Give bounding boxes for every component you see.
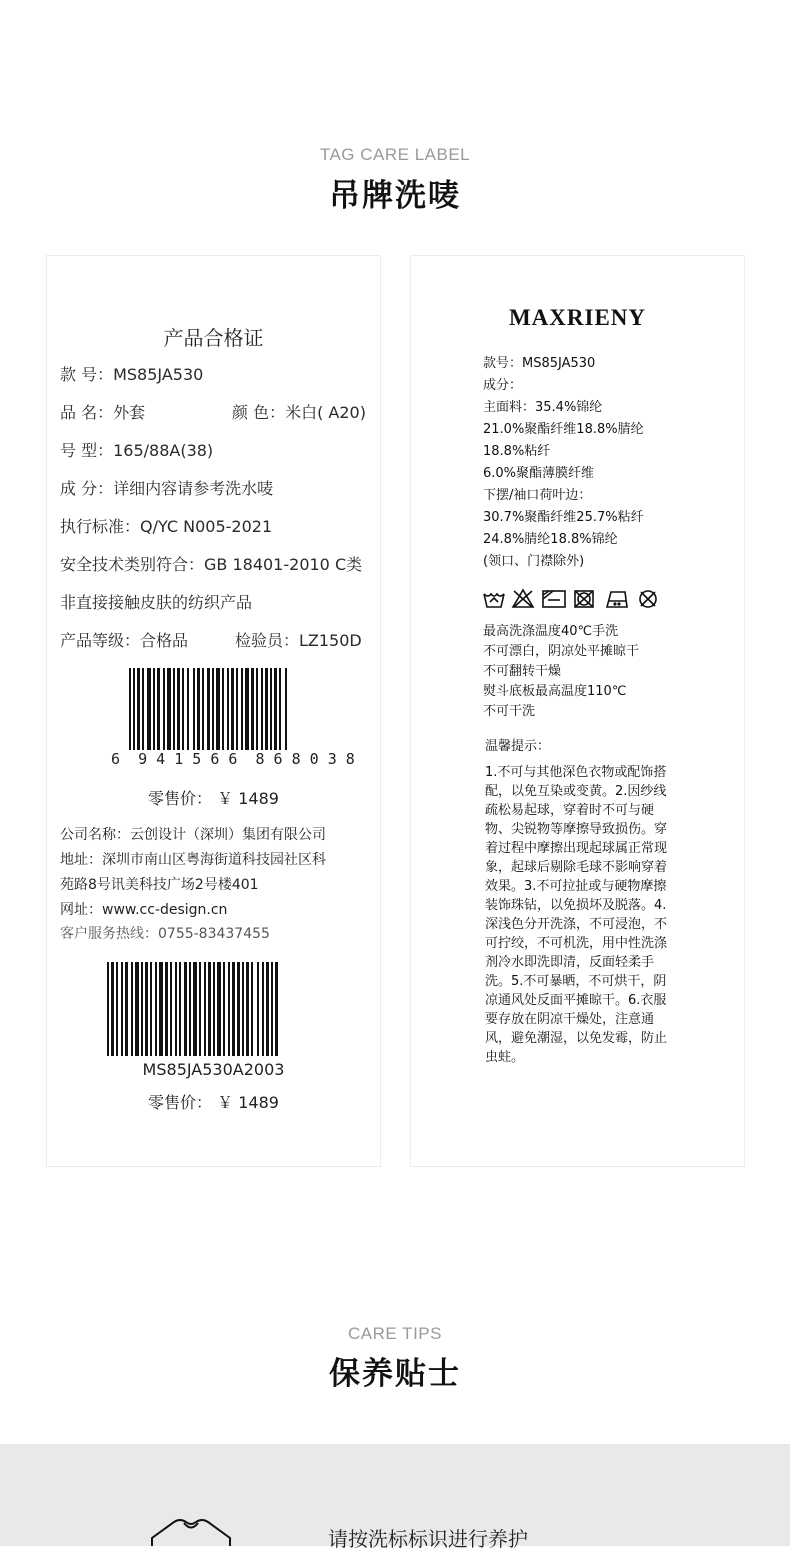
barcode-bar [223,962,225,1056]
certificate-title: 产品合格证 [163,326,264,350]
retail-price: 零售价： ￥ 1489 [148,789,279,808]
barcode-bar [271,962,273,1056]
inspector: 检验员：LZ150D [235,631,362,650]
care-line: 款号：MS85JA530 [483,356,596,371]
barcode-bar [189,962,191,1056]
barcode-ean [129,668,329,756]
care-label-card [410,255,745,1167]
product-name: 品 名：外套 [60,403,146,422]
barcode-bar [217,962,221,1056]
barcode-bar [265,668,268,750]
barcode-bar [261,668,263,750]
care-line: 成分： [483,378,523,393]
barcode-bar [197,668,200,750]
barcode-bar [137,668,140,750]
barcode-bar [199,962,201,1056]
care-instruction: 不可翻转干燥 [483,664,562,679]
no-bleach-icon [513,590,533,607]
address-line-2: 苑路8号讯美科技广场2号楼401 [60,877,259,893]
barcode-bar [129,668,131,750]
barcode-bar [193,962,197,1056]
barcode-bar [241,668,243,750]
composition: 成 分：详细内容请参考洗水唛 [60,479,274,498]
section-title: 吊牌洗唛 [329,178,461,214]
certificate-card [46,255,381,1167]
product-size: 号 型：165/88A(38) [60,441,214,460]
section-title-2: 保养贴士 [329,1356,461,1392]
section-subtitle-en-2: CARE TIPS [348,1324,442,1343]
tips-title: 温馨提示： [485,739,551,754]
barcode-bar [141,962,143,1056]
barcode-bar [147,668,151,750]
barcode-bar [222,668,224,750]
no-dry-clean-icon [640,591,656,607]
iron-medium-icon [607,592,627,607]
barcode-bar [142,668,144,750]
barcode-bar [179,962,181,1056]
barcode-bar [231,668,234,750]
care-line: 30.7%聚酯纤维25.7%粘纤 [483,510,644,525]
style-number: 款 号：MS85JA530 [60,365,204,384]
no-tumble-dry-icon [575,591,593,607]
barcode-code128 [107,962,313,1060]
barcode-bar [170,962,172,1056]
hand-wash-icon [484,594,504,607]
barcode-bar [193,668,195,750]
barcode-bar [212,668,214,750]
barcode-bar [251,962,253,1056]
care-line: 下摆/袖口荷叶边： [483,488,592,503]
barcode-bar [246,962,249,1056]
barcode-bar [202,668,204,750]
barcode-bar [150,962,152,1056]
barcode-bar [270,668,272,750]
hotline: 客户服务热线：0755-83437455 [60,926,270,942]
barcode-bar [135,962,139,1056]
care-symbols [483,588,663,610]
barcode-bar [153,668,155,750]
barcode-bar [237,962,240,1056]
barcode-bar [121,962,123,1056]
barcode-bar [275,962,278,1056]
barcode-bar [274,668,277,750]
section-subtitle-en: TAG CARE LABEL [319,145,471,164]
barcode-bar [256,668,258,750]
barcode-bar [145,962,148,1056]
barcode-bar [266,962,269,1056]
care-line: 24.8%腈纶18.8%锦纶 [483,532,618,547]
barcode-bar [177,668,180,750]
product-color: 颜 色：米白( A20) [232,403,366,422]
website: 网址：www.cc-design.cn [60,902,228,918]
barcode-bar [175,962,177,1056]
barcode-digits: 6 9 4 1 5 6 6 8 6 8 0 3 8 [111,750,355,768]
care-instruction: 不可干洗 [483,704,536,719]
retail-price-2: 零售价： ￥ 1489 [148,1093,279,1112]
address-line-1: 地址：深圳市南山区粤海街道科技园社区科 [60,852,326,868]
skin-contact-note: 非直接接触皮肤的纺织产品 [60,593,253,612]
barcode-bar [251,668,254,750]
barcode-bar [213,962,215,1056]
barcode-bar [207,668,210,750]
barcode-bar [204,962,206,1056]
barcode-bar [125,962,128,1056]
barcode-bar [187,668,189,750]
barcode-bar [228,962,230,1056]
product-grade: 产品等级：合格品 [60,631,189,650]
barcode-bar [279,668,281,750]
barcode-bar [236,668,238,750]
barcode-bar [208,962,211,1056]
dry-flat-shade-icon [543,591,565,607]
barcode-label: MS85JA530A2003 [142,1060,285,1079]
barcode-bar [232,962,235,1056]
barcode-bar [116,962,118,1056]
care-line: 主面料：35.4%锦纶 [483,400,603,415]
care-line: 6.0%聚酯薄膜纤维 [483,466,595,481]
barcode-bar [107,962,109,1056]
barcode-bar [133,668,135,750]
barcode-bar [163,668,165,750]
care-instruction: 不可漂白，阴凉处平摊晾干 [483,644,640,659]
tips-body: 1.不可与其他深色衣物或配饰搭配，以免互染或变黄。2.因纱线疏松易起球，穿着时不可与硬物、尖锐物等摩擦导致损伤。穿着过程中摩擦出现起球属正常现象，起球后剔除毛球不影响穿着效果。3.不可拉扯或与硬物摩擦装饰珠钻，以免损坏及脱落。4.深浅色分开洗涤，不可浸泡，不可拧绞，不可机洗，用中性洗涤剂冷水即洗即清，反面轻柔手洗。5.不可暴晒，不可烘干，阴凉通风处反面平摊晾干。6.衣服要存放在阴凉干燥处，注意通风，避免潮湿，以免发霉，防止虫蛀。 [485,765,668,1065]
care-tips-band [0,1444,790,1551]
barcode-bar [182,668,184,750]
brand-logo: MAXRIENY [508,305,647,330]
barcode-bar [167,668,171,750]
care-tip-text: 请按洗标标识进行养护 [328,1527,528,1551]
barcode-bar [157,668,160,750]
care-line: 18.8%粘纤 [483,444,551,459]
barcode-bar [173,668,175,750]
barcode-bar [257,962,259,1056]
care-line: (领口、门襟除外) [483,554,585,569]
barcode-bar [227,668,229,750]
barcode-bar [262,962,264,1056]
barcode-bar [165,962,168,1056]
barcode-bar [285,668,287,750]
care-instruction: 熨斗底板最高温度110℃ [483,684,627,699]
barcode-bar [111,962,114,1056]
barcode-bar [131,962,133,1056]
barcode-bar [184,962,187,1056]
barcode-bar [216,668,220,750]
barcode-bar [159,962,163,1056]
company-name: 公司名称：云创设计（深圳）集团有限公司 [60,827,326,843]
care-instruction: 最高洗涤温度40℃手洗 [483,624,619,639]
barcode-bar [245,668,249,750]
safety-category: 安全技术类别符合：GB 18401-2010 C类 [60,555,363,574]
garment-icon [150,1516,232,1546]
barcode-bar [155,962,157,1056]
barcode-bar [242,962,244,1056]
standard: 执行标准：Q/YC N005-2021 [60,517,273,536]
care-line: 21.0%聚酯纤维18.8%腈纶 [483,422,644,437]
